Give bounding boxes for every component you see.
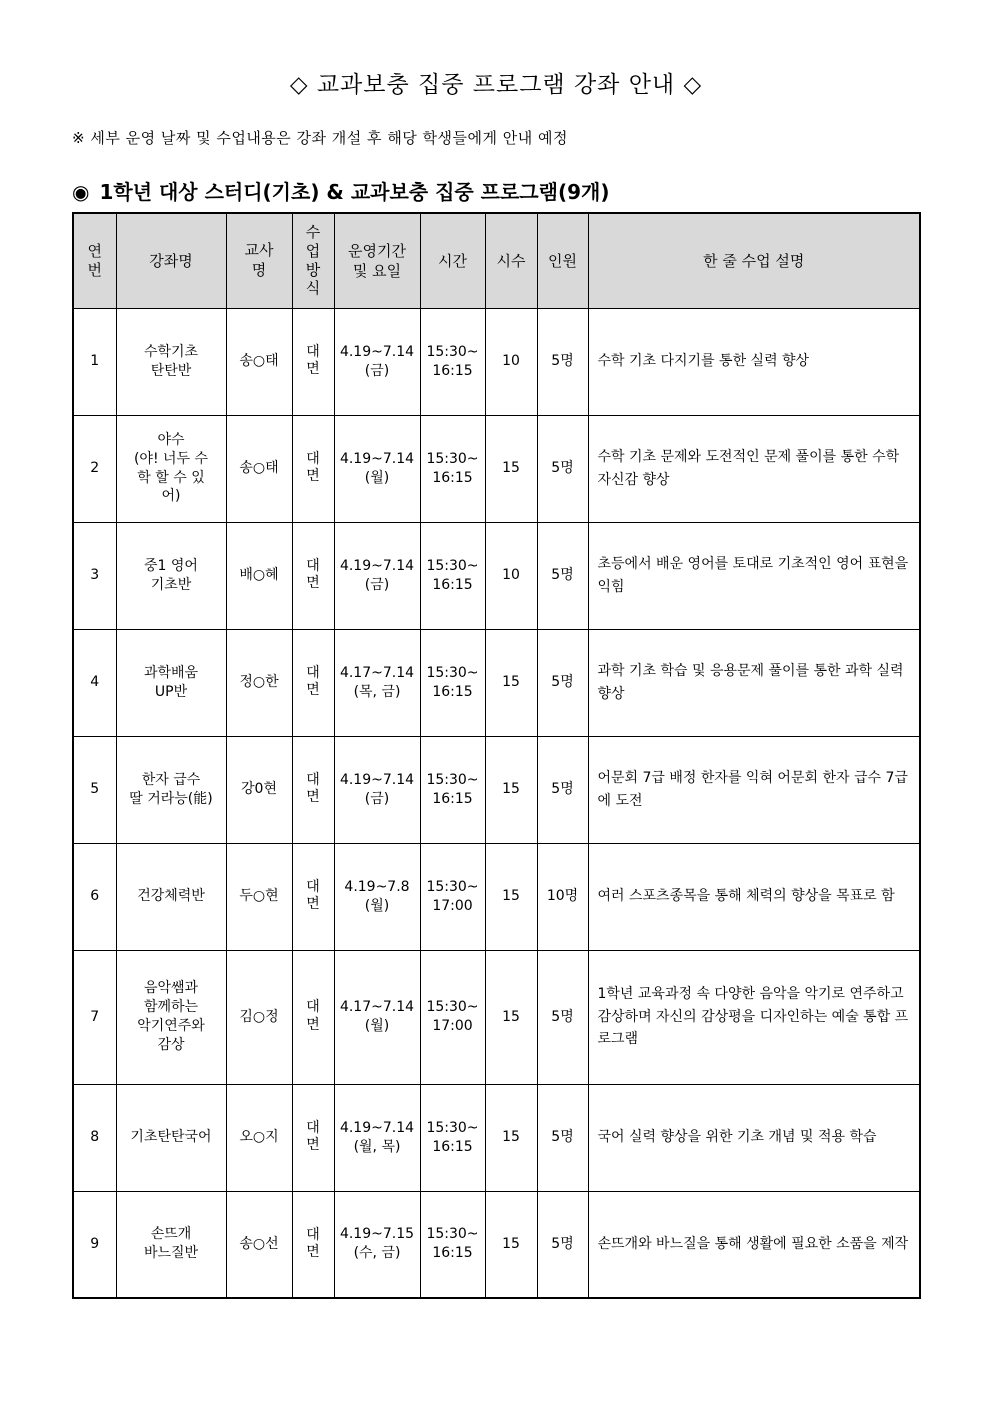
cell-time: 15:30~ 16:15: [420, 308, 485, 415]
header-time: 시간: [420, 213, 485, 308]
section-heading-text: 1학년 대상 스터디(기초) & 교과보충 집중 프로그램(9개): [99, 180, 610, 204]
cell-hours: 15: [485, 843, 537, 950]
program-table: [72, 212, 921, 1299]
cell-people: 5명: [537, 1191, 588, 1298]
cell-period: 4.19~7.15 (수, 금): [334, 1191, 420, 1298]
cell-desc: 초등에서 배운 영어를 토대로 기초적인 영어 표현을 익힘: [588, 522, 920, 629]
cell-period: 4.19~7.14 (금): [334, 736, 420, 843]
cell-hours: 10: [485, 308, 537, 415]
cell-desc: 국어 실력 향상을 위한 기초 개념 및 적용 학습: [588, 1084, 920, 1191]
cell-period: 4.19~7.14 (금): [334, 522, 420, 629]
cell-course: 야수 (야! 너두 수 학 할 수 있 어): [116, 415, 226, 522]
cell-course: 음악쌤과 함께하는 악기연주와 감상: [116, 950, 226, 1084]
cell-people: 5명: [537, 950, 588, 1084]
cell-time: 15:30~ 16:15: [420, 415, 485, 522]
cell-method: 대면: [292, 415, 334, 522]
cell-teacher: 송○태: [226, 308, 292, 415]
cell-time: 15:30~ 17:00: [420, 843, 485, 950]
cell-hours: 15: [485, 736, 537, 843]
cell-people: 5명: [537, 308, 588, 415]
table-row: [73, 415, 920, 522]
table-row: [73, 950, 920, 1084]
cell-method: 대면: [292, 950, 334, 1084]
cell-teacher: 송○태: [226, 415, 292, 522]
cell-time: 15:30~ 16:15: [420, 1191, 485, 1298]
cell-teacher: 강0현: [226, 736, 292, 843]
header-period: 운영기간 및 요일: [334, 213, 420, 308]
notice-text: ※ 세부 운영 날짜 및 수업내용은 강좌 개설 후 해당 학생들에게 안내 예정: [72, 129, 569, 147]
cell-time: 15:30~ 16:15: [420, 629, 485, 736]
cell-teacher: 오○지: [226, 1084, 292, 1191]
cell-hours: 10: [485, 522, 537, 629]
table-row: [73, 1084, 920, 1191]
cell-method: 대면: [292, 1191, 334, 1298]
cell-desc: 수학 기초 문제와 도전적인 문제 풀이를 통한 수학 자신감 향상: [588, 415, 920, 522]
cell-period: 4.19~7.14 (금): [334, 308, 420, 415]
cell-people: 5명: [537, 522, 588, 629]
cell-hours: 15: [485, 629, 537, 736]
cell-period: 4.19~7.14 (월, 목): [334, 1084, 420, 1191]
cell-no: 2: [73, 415, 116, 522]
cell-method: 대면: [292, 736, 334, 843]
cell-period: 4.19~7.8 (월): [334, 843, 420, 950]
cell-no: 4: [73, 629, 116, 736]
cell-teacher: 배○혜: [226, 522, 292, 629]
cell-no: 3: [73, 522, 116, 629]
cell-method: 대면: [292, 629, 334, 736]
cell-no: 7: [73, 950, 116, 1084]
table-header-row: [73, 213, 920, 308]
cell-no: 9: [73, 1191, 116, 1298]
cell-course: 수학기초 탄탄반: [116, 308, 226, 415]
cell-time: 15:30~ 16:15: [420, 522, 485, 629]
cell-course: 손뜨개 바느질반: [116, 1191, 226, 1298]
cell-course: 한자 급수 딸 거라능(能): [116, 736, 226, 843]
header-method: 수업방식: [292, 213, 334, 308]
cell-method: 대면: [292, 522, 334, 629]
cell-time: 15:30~ 16:15: [420, 736, 485, 843]
cell-no: 5: [73, 736, 116, 843]
cell-period: 4.17~7.14 (목, 금): [334, 629, 420, 736]
cell-hours: 15: [485, 950, 537, 1084]
cell-time: 15:30~ 17:00: [420, 950, 485, 1084]
cell-hours: 15: [485, 415, 537, 522]
cell-no: 8: [73, 1084, 116, 1191]
cell-people: 5명: [537, 629, 588, 736]
cell-period: 4.19~7.14 (월): [334, 415, 420, 522]
cell-hours: 15: [485, 1191, 537, 1298]
section-heading: [72, 176, 609, 205]
table-row: [73, 522, 920, 629]
table-row: [73, 736, 920, 843]
table-row: [73, 1191, 920, 1298]
cell-course: 기초탄탄국어: [116, 1084, 226, 1191]
header-no: 연번: [73, 213, 116, 308]
cell-hours: 15: [485, 1084, 537, 1191]
header-teacher: 교사명: [226, 213, 292, 308]
cell-period: 4.17~7.14 (월): [334, 950, 420, 1084]
header-hours: 시수: [485, 213, 537, 308]
cell-people: 5명: [537, 736, 588, 843]
cell-teacher: 김○정: [226, 950, 292, 1084]
cell-desc: 수학 기초 다지기를 통한 실력 향상: [588, 308, 920, 415]
header-people: 인원: [537, 213, 588, 308]
cell-teacher: 두○현: [226, 843, 292, 950]
page-title: ◇ 교과보충 집중 프로그램 강좌 안내 ◇: [289, 72, 703, 98]
cell-teacher: 정○한: [226, 629, 292, 736]
cell-people: 10명: [537, 843, 588, 950]
cell-people: 5명: [537, 1084, 588, 1191]
cell-teacher: 송○선: [226, 1191, 292, 1298]
cell-course: 중1 영어 기초반: [116, 522, 226, 629]
cell-desc: 1학년 교육과정 속 다양한 음악을 악기로 연주하고 감상하며 자신의 감상평을 디자인하는 예술 통합 프로그램: [588, 950, 920, 1084]
cell-method: 대면: [292, 843, 334, 950]
cell-no: 1: [73, 308, 116, 415]
header-course: 강좌명: [116, 213, 226, 308]
cell-desc: 여러 스포츠종목을 통해 체력의 향상을 목표로 함: [588, 843, 920, 950]
cell-desc: 손뜨개와 바느질을 통해 생활에 필요한 소품을 제작: [588, 1191, 920, 1298]
cell-course: 과학배움 UP반: [116, 629, 226, 736]
cell-course: 건강체력반: [116, 843, 226, 950]
cell-desc: 과학 기초 학습 및 응용문제 풀이를 통한 과학 실력 향상: [588, 629, 920, 736]
header-desc: 한 줄 수업 설명: [588, 213, 920, 308]
cell-method: 대면: [292, 308, 334, 415]
bullet-icon: ◉: [72, 180, 90, 204]
cell-method: 대면: [292, 1084, 334, 1191]
table-row: [73, 629, 920, 736]
cell-people: 5명: [537, 415, 588, 522]
cell-time: 15:30~ 16:15: [420, 1084, 485, 1191]
cell-no: 6: [73, 843, 116, 950]
table-row: [73, 843, 920, 950]
table-row: [73, 308, 920, 415]
cell-desc: 어문회 7급 배정 한자를 익혀 어문회 한자 급수 7급에 도전: [588, 736, 920, 843]
